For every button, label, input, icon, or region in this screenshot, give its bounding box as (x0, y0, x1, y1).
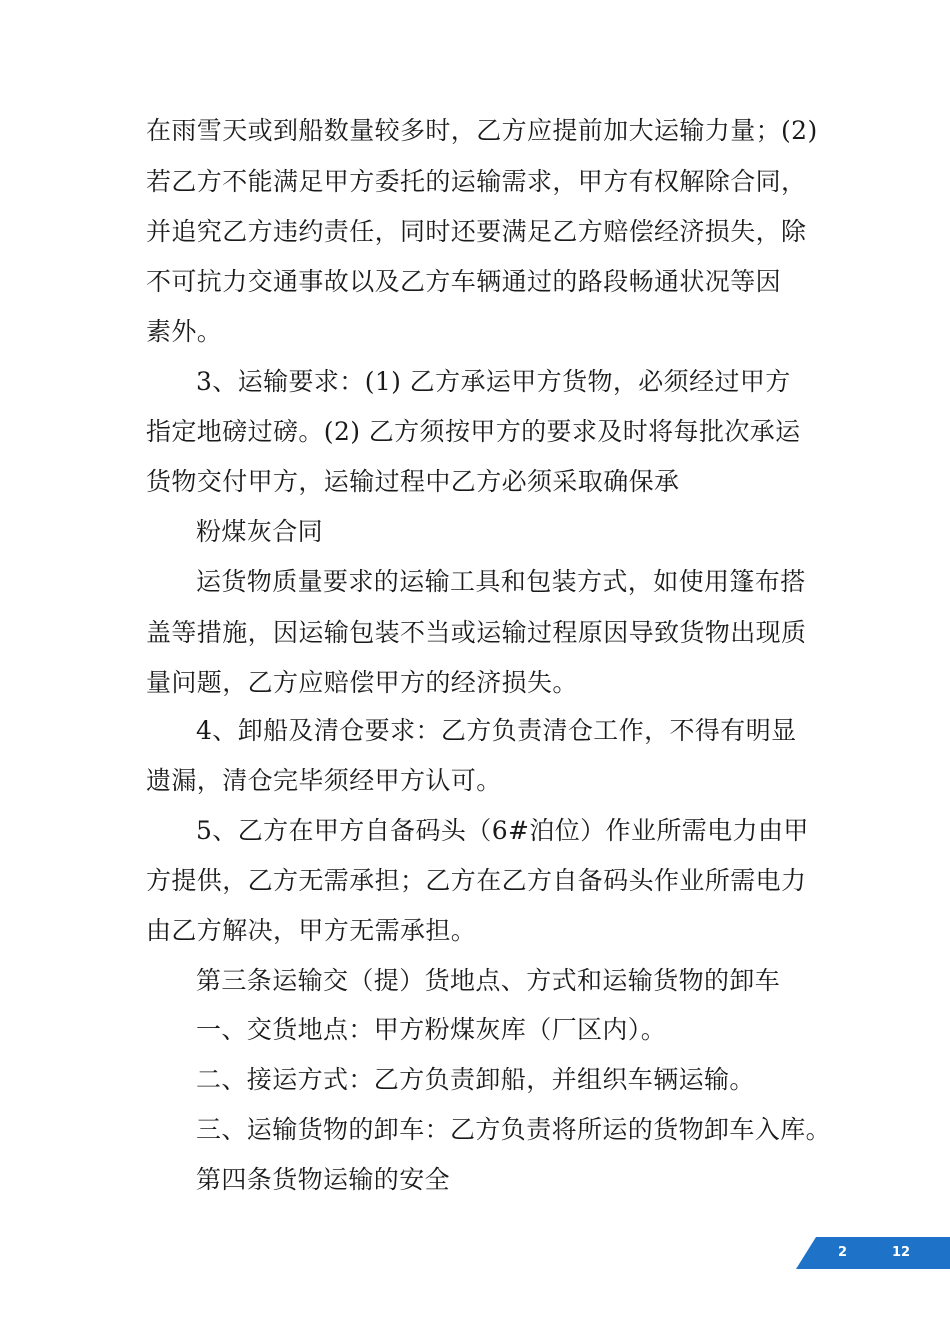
section-heading: 粉煤灰合同 (196, 517, 324, 546)
text-line: 运货物质量要求的运输工具和包装方式，如使用篷布搭 (196, 567, 806, 596)
text-line: 素外。 (146, 317, 223, 346)
text-line: 货物交付甲方，运输过程中乙方必须采取确保承 (146, 467, 680, 496)
text-line: 3、运输要求：(1) 乙方承运甲方货物，必须经过甲方 (196, 367, 791, 396)
text-line: 在雨雪天或到船数量较多时，乙方应提前加大运输力量；(2) (146, 116, 818, 145)
text-line: 一、交货地点：甲方粉煤灰库（厂区内）。 (196, 1015, 667, 1044)
text-line: 4、卸船及清仓要求：乙方负责清仓工作，不得有明显 (196, 716, 797, 745)
text-line: 量问题，乙方应赔偿甲方的经济损失。 (146, 668, 578, 697)
text-line: 方提供，乙方无需承担；乙方在乙方自备码头作业所需电力 (146, 866, 807, 895)
page-number: 2 (838, 1245, 848, 1260)
text-line: 不可抗力交通事故以及乙方车辆通过的路段畅通状况等因 (146, 267, 782, 296)
text-line: 三、运输货物的卸车：乙方负责将所运的货物卸车入库。 (196, 1115, 832, 1144)
article-heading: 第三条运输交（提）货地点、方式和运输货物的卸车 (196, 966, 781, 995)
text-line: 二、接运方式：乙方负责卸船，并组织车辆运输。 (196, 1065, 755, 1094)
article-heading: 第四条货物运输的安全 (196, 1165, 451, 1194)
text-line: 5、乙方在甲方自备码头（6#泊位）作业所需电力由甲 (196, 816, 809, 845)
text-line: 遗漏，清仓完毕须经甲方认可。 (146, 766, 502, 795)
total-pages: 12 (892, 1245, 911, 1260)
text-line: 盖等措施，因运输包装不当或运输过程原因导致货物出现质 (146, 618, 807, 647)
page-footer-bar (796, 1237, 950, 1269)
text-line: 若乙方不能满足甲方委托的运输需求，甲方有权解除合同， (146, 167, 807, 196)
text-line: 由乙方解决，甲方无需承担。 (146, 916, 477, 945)
text-line: 指定地磅过磅。(2) 乙方须按甲方的要求及时将每批次承运 (146, 417, 801, 446)
text-line: 并追究乙方违约责任，同时还要满足乙方赔偿经济损失，除 (146, 217, 807, 246)
